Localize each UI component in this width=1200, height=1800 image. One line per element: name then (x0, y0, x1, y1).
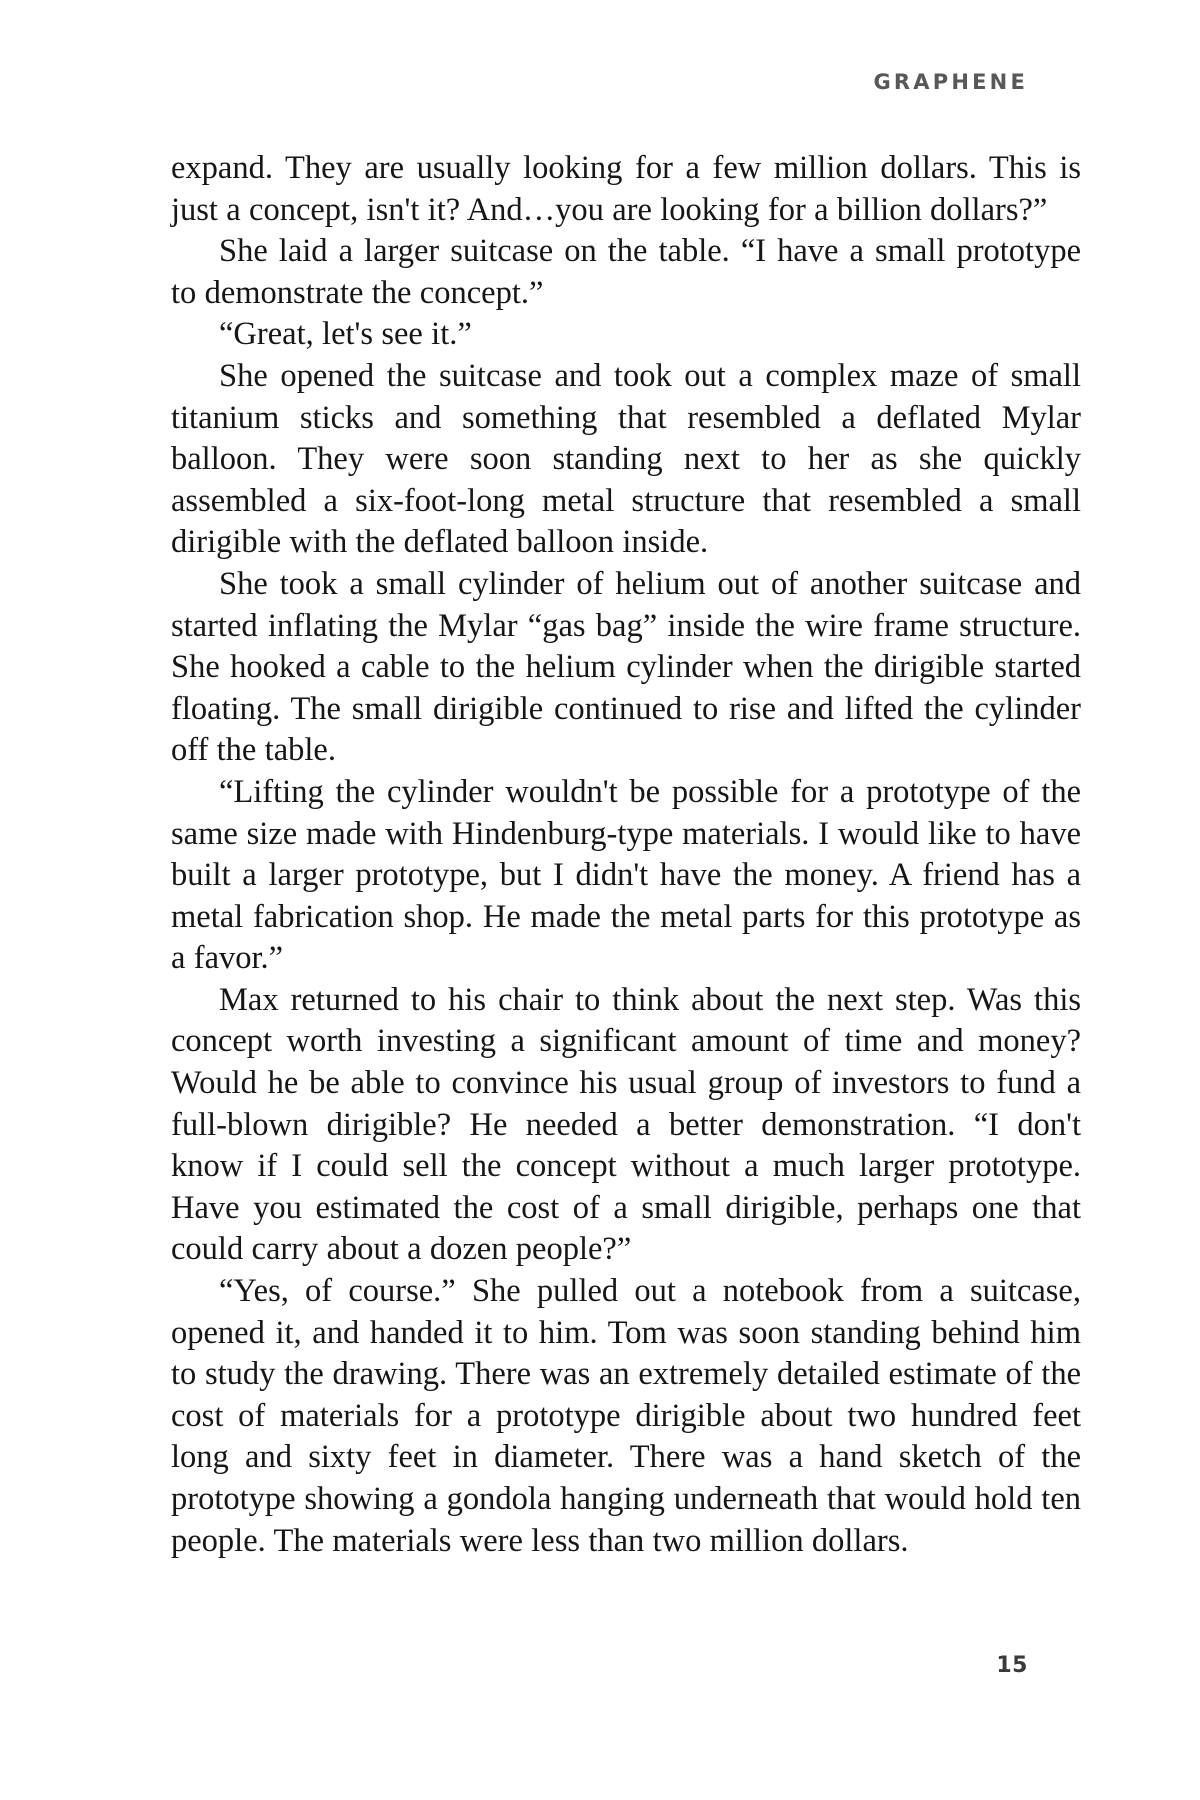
paragraph: She laid a larger suitcase on the table. “I have a small prototype to demonstrate the concept.” (171, 233, 1081, 311)
paragraph: She took a small cylinder of helium out of another suitcase and started inflating the Mylar “gas bag” inside the wire frame structure. She hooked a cable to the helium cylinder when the dirigible started floating. The small dirigible continued to rise and lifted the cylinder off the table. (171, 565, 1081, 769)
page-number: 15 (996, 1653, 1028, 1678)
paragraph: She opened the suitcase and took out a complex maze of small titanium sticks and something that resembled a deflated Mylar balloon. They were soon standing next to her as she quickly assembled a six-foot-long metal structure that resembled a small dirigible with the deflated balloon inside. (171, 357, 1081, 561)
paragraph: “Yes, of course.” She pulled out a notebook from a suitcase, opened it, and handed it to him. Tom was soon standing behind him to study the drawing. There was an extremely detailed estimate of the cost of materials for a prototype dirigible about two hundred feet long and sixty feet in diameter. There was a hand sketch of the prototype showing a gondola hanging underneath that would hold ten people. The materials were less than two million dollars. (171, 1273, 1081, 1559)
body-text-block (171, 148, 1081, 1562)
paragraph: “Great, let's see it.” (219, 316, 472, 353)
paragraph: Max returned to his chair to think about the next step. Was this concept worth investing a significant amount of time and money? Would he be able to convince his usual group of investors to fund a full-blown dirigible? He needed a better demonstration. “I don't know if I could sell the concept without a much larger prototype. Have you estimated the cost of a small dirigible, perhaps one that could carry about a dozen people?” (171, 981, 1081, 1268)
paragraph: “Lifting the cylinder wouldn't be possible for a prototype of the same size made with Hindenburg-type materials. I would like to have built a larger prototype, but I didn't have the money. A friend has a metal fabrication shop. He made the metal parts for this prototype as a favor.” (171, 773, 1081, 977)
paragraph: expand. They are usually looking for a few million dollars. This is just a concept, isn't it? And…you are looking for a billion dollars?” (171, 150, 1081, 228)
running-head: GRAPHENE (873, 70, 1028, 94)
